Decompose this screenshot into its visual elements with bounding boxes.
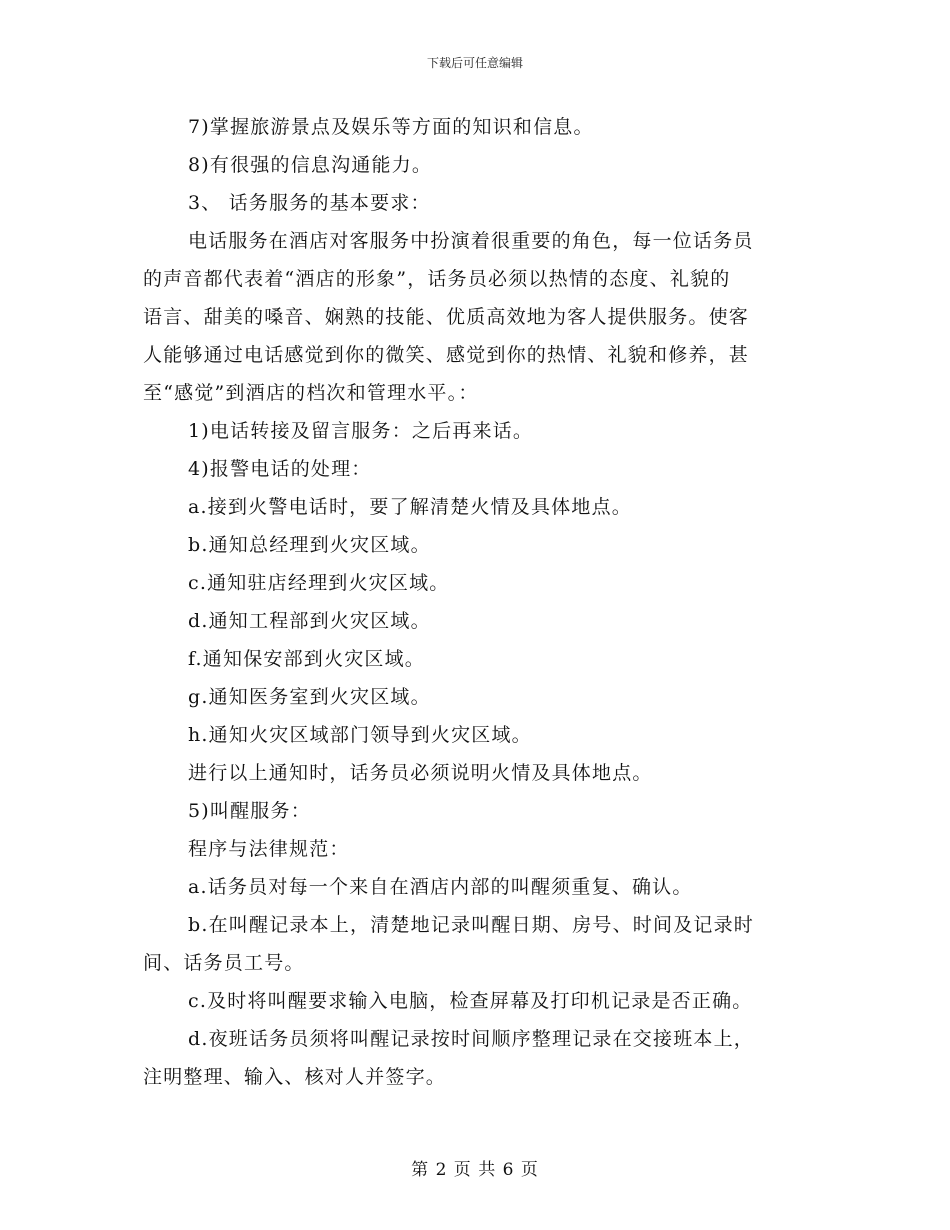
list-item: a.话务员对每一个来自在酒店内部的叫醒须重复、确认。 (188, 876, 693, 898)
paragraph-line: 间、话务员工号。 (143, 952, 305, 974)
list-item: 5)叫醒服务： (188, 800, 311, 822)
list-item: a.接到火警电话时，要了解清楚火情及具体地点。 (188, 496, 632, 518)
paragraph (143, 222, 807, 412)
paragraph-line: 至“感觉”到酒店的档次和管理水平。： (143, 382, 479, 404)
paragraph (143, 906, 807, 982)
list-item: 程序与法律规范： (188, 838, 350, 860)
list-item: 4)报警电话的处理： (188, 458, 372, 480)
document-body (143, 108, 807, 1096)
paragraph-line: 语言、甜美的嗓音、娴熟的技能、优质高效地为客人提供服务。使客 (143, 306, 750, 328)
list-item: 1)电话转接及留言服务：之后再来话。 (188, 420, 534, 442)
list-item: 7)掌握旅游景点及娱乐等方面的知识和信息。 (188, 116, 594, 138)
paragraph (143, 1020, 807, 1096)
list-item: 8)有很强的信息沟通能力。 (188, 154, 433, 176)
section-heading: 3、 话务服务的基本要求： (188, 192, 431, 214)
list-item: d.通知工程部到火灾区域。 (188, 610, 431, 632)
list-item: c.通知驻店经理到火灾区域。 (188, 572, 450, 594)
list-item: c.及时将叫醒要求输入电脑，检查屏幕及打印机记录是否正确。 (188, 990, 753, 1012)
list-item: b.通知总经理到火灾区域。 (188, 534, 431, 556)
list-item: h.通知火灾区域部门领导到火灾区域。 (188, 724, 532, 746)
page-header: 下载后可任意编辑 (426, 56, 523, 70)
list-item: g.通知医务室到火灾区域。 (188, 686, 431, 708)
paragraph-line: 注明整理、输入、核对人并签字。 (143, 1066, 447, 1088)
paragraph-line: 的声音都代表着“酒店的形象”，话务员必须以热情的态度、礼貌的 (143, 268, 731, 290)
list-item: f.通知保安部到火灾区域。 (188, 648, 425, 670)
list-item: 进行以上通知时，话务员必须说明火情及具体地点。 (188, 762, 653, 784)
paragraph-line: 电话服务在酒店对客服务中扮演着很重要的角色，每一位话务员 (188, 230, 754, 252)
paragraph-line: d.夜班话务员须将叫醒记录按时间顺序整理记录在交接班本上， (188, 1028, 755, 1050)
paragraph-line: 人能够通过电话感觉到你的微笑、感觉到你的热情、礼貌和修养，甚 (143, 344, 750, 366)
page-footer: 第 2 页 共 6 页 (411, 1160, 539, 1180)
paragraph-line: b.在叫醒记录本上，清楚地记录叫醒日期、房号、时间及记录时 (188, 914, 755, 936)
